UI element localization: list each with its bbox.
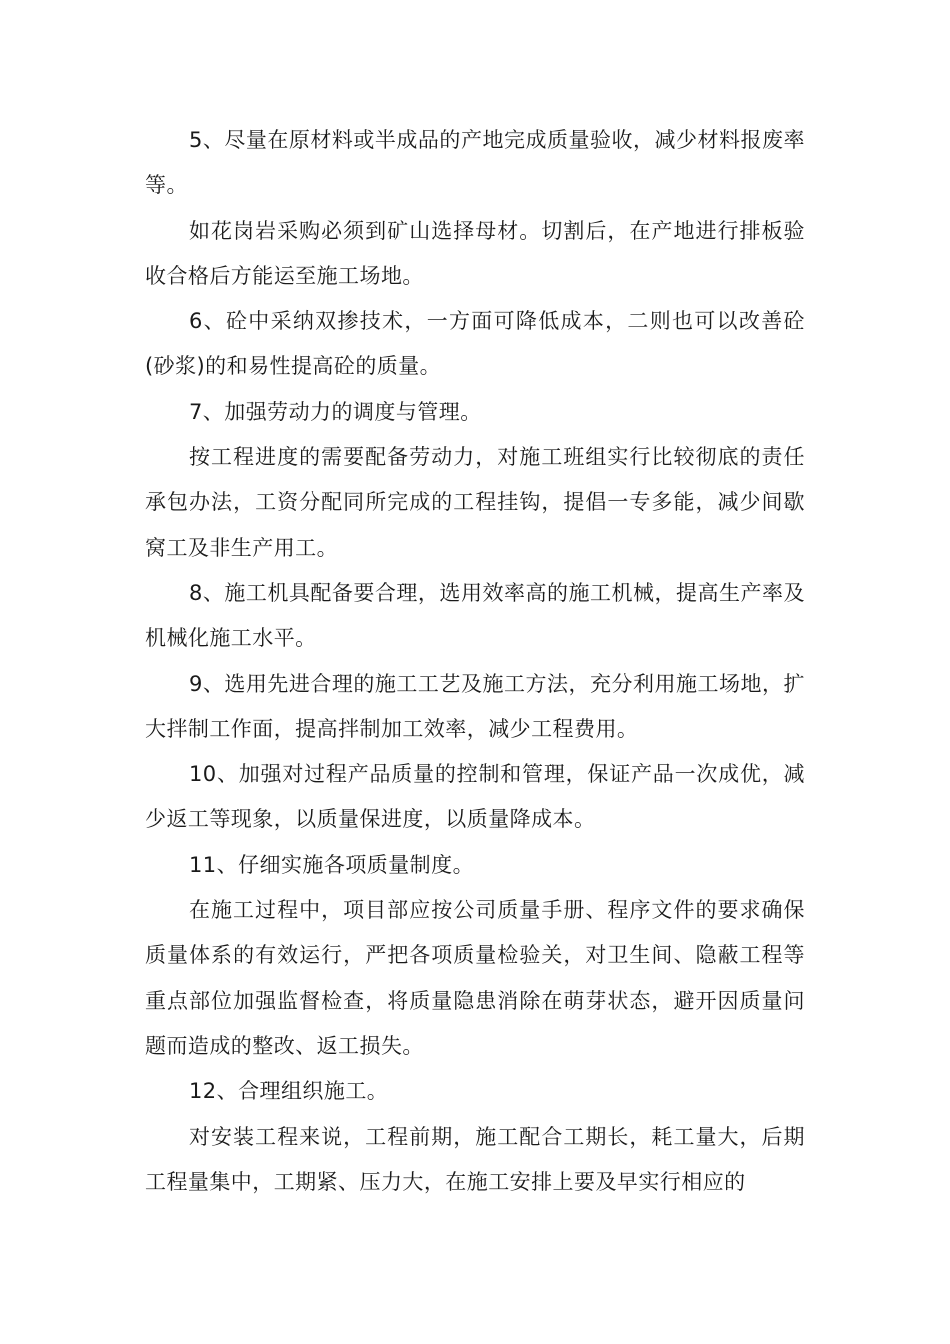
paragraph-item-11: 11、仔细实施各项质量制度。 — [189, 852, 475, 877]
paragraph-granite-procurement: 如花岗岩采购必须到矿山选择母材。切割后，在产地进行排板验收合格后方能运至施工场地。 — [145, 218, 805, 288]
paragraph-item-8: 8、施工机具配备要合理，选用效率高的施工机械，提高生产率及机械化施工水平。 — [145, 580, 805, 651]
paragraph-item-9: 9、选用先进合理的施工工艺及施工方法，充分利用施工场地，扩大拌制工作面，提高拌制加工效率，减少工程费用。 — [145, 671, 805, 741]
paragraph-installation-works: 对安装工程来说，工程前期，施工配合工期长，耗工量大，后期工程量集中，工期紧、压力大，在施工安排上要及早实行相应的 — [145, 1124, 805, 1194]
paragraph-item-12: 12、合理组织施工。 — [189, 1079, 389, 1104]
paragraph-item-5: 5、尽量在原材料或半成品的产地完成质量验收，减少材料报废率等。 — [145, 128, 805, 198]
paragraph-labor-allocation: 按工程进度的需要配备劳动力，对施工班组实行比较彻底的责任承包办法，工资分配同所完成的工程挂钩，提倡一专多能，减少间歇窝工及非生产用工。 — [145, 445, 805, 560]
document-body — [145, 118, 805, 1205]
paragraph-item-7: 7、加强劳动力的调度与管理。 — [189, 399, 482, 424]
paragraph-quality-system: 在施工过程中，项目部应按公司质量手册、程序文件的要求确保质量体系的有效运行，严把各项质量检验关，对卫生间、隐蔽工程等重点部位加强监督检查，将质量隐患消除在萌芽状态，避开因质量问题而造成的整改、返工损失。 — [145, 898, 805, 1058]
paragraph-item-6: 6、砼中采纳双掺技术，一方面可降低成本，二则也可以改善砼(砂浆)的和易性提高砼的质量。 — [145, 309, 805, 379]
paragraph-item-10: 10、加强对过程产品质量的控制和管理，保证产品一次成优，减少返工等现象，以质量保进度，以质量降成本。 — [145, 762, 805, 832]
